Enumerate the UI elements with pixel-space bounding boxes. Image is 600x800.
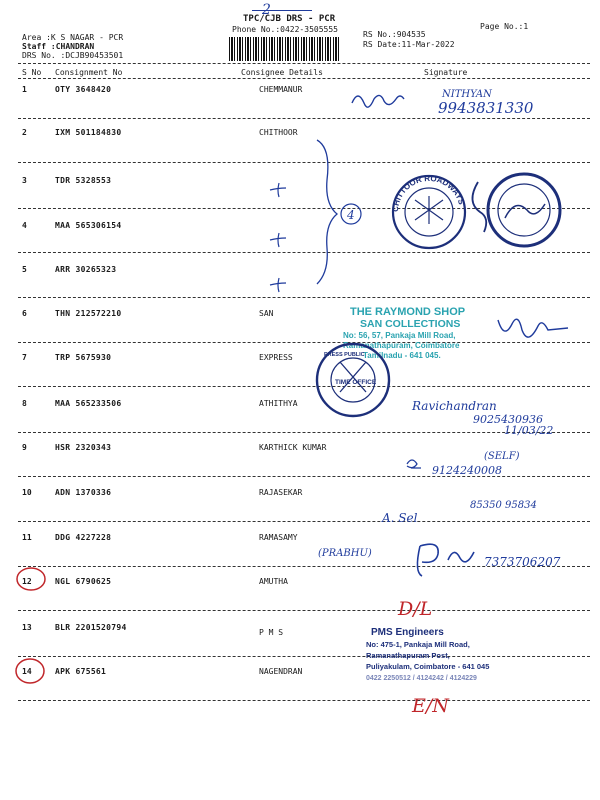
signature-scribble-row11 [417, 544, 474, 576]
row-sno: 4 [22, 221, 27, 230]
signature-scribble-row9 [407, 460, 421, 468]
red-note-row14: E/N [412, 695, 449, 717]
raymond-line4: Ramanathapuram, Coimbatore [343, 341, 460, 350]
raymond-line1: THE RAYMOND SHOP [350, 306, 466, 318]
row-sno: 10 [22, 488, 32, 497]
row-sno: 13 [22, 623, 32, 632]
bracket-number: 4 [347, 208, 355, 222]
row-consignment: NGL 6790625 [55, 577, 112, 586]
row-sno: 9 [22, 443, 27, 452]
red-note-row12: D/L [398, 598, 433, 620]
signature-stroke-row3 [472, 182, 486, 232]
round-seal-right [488, 174, 560, 246]
row-consignment: BLR 2201520794 [55, 623, 127, 632]
row-consignment: DDG 4227228 [55, 533, 112, 542]
row-consignee: KARTHICK KUMAR [259, 443, 327, 452]
raymond-line3: No: 56, 57, Pankaja Mill Road, [343, 331, 456, 340]
col-consignee-header: Consignee Details [241, 68, 323, 77]
red-circle-row14 [16, 659, 44, 683]
pms-line2: No: 475-1, Pankaja Mill Road, [366, 640, 470, 649]
row-sno: 3 [22, 176, 27, 185]
row-consignment: OTY 3648420 [55, 85, 112, 94]
row-sno: 14 [22, 667, 32, 676]
tick-mark-row5 [270, 278, 286, 292]
row-consignee: EXPRESS [259, 353, 293, 362]
handwritten-sign-row8: Ravichandran [412, 399, 497, 413]
handwritten-page-number: 2 [262, 2, 271, 18]
row-consignee: P M S [259, 628, 284, 637]
row-consignment: ARR 30265323 [55, 265, 117, 274]
phone-number: Phone No.:0422-3505555 [232, 25, 338, 34]
tick-mark-row4 [270, 233, 286, 247]
row-sno: 1 [22, 85, 27, 94]
row-consignee: ATHITHYA [259, 399, 298, 408]
pms-stamp [366, 627, 489, 682]
area-label: Area :K S NAGAR - PCR [22, 33, 124, 42]
rs-date: RS Date:11-Mar-2022 [363, 40, 455, 49]
handwritten-self-row9: (SELF) [484, 451, 520, 462]
row-sno: 12 [22, 577, 32, 586]
handwritten-phone-row1: 9943831330 [438, 99, 534, 117]
row-consignee: SAN [259, 309, 274, 318]
time-office-text: TIME OFFICE [335, 379, 377, 386]
pms-line3: Ramanathapuram Post, [366, 651, 450, 660]
row-consignment: ADN 1370336 [55, 488, 112, 497]
time-office-stamp [317, 344, 389, 416]
staff-label: Staff :CHANDRAN [22, 42, 95, 51]
page-number: Page No.:1 [480, 22, 529, 31]
handwritten-phone-row11: 7373706207 [484, 555, 561, 569]
pms-line5: 0422 2250512 / 4124242 / 4124229 [366, 675, 477, 682]
row-consignee: NAGENDRAN [259, 667, 303, 676]
row-consignment: HSR 2320343 [55, 443, 112, 452]
handwritten-phone-row10: 85350 95834 [470, 500, 537, 511]
press-text: PRESS PUBLIC [324, 352, 365, 358]
col-signature-header: Signature [424, 68, 468, 77]
red-circle-row12 [17, 568, 45, 590]
row-consignment: MAA 565306154 [55, 221, 122, 230]
row-consignment: APK 675561 [55, 667, 107, 676]
row-consignment: MAA 565233506 [55, 399, 122, 408]
row-sno: 2 [22, 128, 27, 137]
row-consignee: RAMASAMY [259, 533, 298, 542]
tick-mark-row3 [270, 183, 286, 197]
raymond-line2: SAN COLLECTIONS [360, 318, 461, 330]
signature-scribble-row1 [352, 95, 404, 107]
col-sno-header: S No [22, 68, 42, 77]
row-consignment: THN 212572210 [55, 309, 122, 318]
pms-line1: PMS Engineers [371, 627, 444, 638]
row-consignee: CHITHOOR [259, 128, 298, 137]
handwritten-sign-row10: A. Sel [382, 511, 418, 525]
row-consignee: CHEMMANUR [259, 85, 303, 94]
bracket-rows-2-5 [317, 140, 337, 284]
chittoor-stamp-text: CHITTOOR ROADWAYS [390, 173, 467, 213]
row-consignment: IXM 501184830 [55, 128, 122, 137]
handwritten-date-row8: 11/03/22 [504, 424, 554, 437]
raymond-line5: Tamilnadu - 641 045. [363, 351, 441, 360]
row-sno: 11 [22, 533, 32, 542]
row-sno: 7 [22, 353, 27, 362]
row-sno: 5 [22, 265, 27, 274]
drs-title: TPC/CJB DRS - PCR [243, 14, 336, 24]
drs-number: DRS No. :DCJB90453501 [22, 51, 124, 60]
row-sno: 6 [22, 309, 27, 318]
row-consignment: TDR 5328553 [55, 176, 112, 185]
row-consignee: AMUTHA [259, 577, 288, 586]
chittoor-stamp [391, 174, 466, 248]
handwritten-name-row1: NITHYAN [442, 89, 492, 100]
row-consignment: TRP 5675930 [55, 353, 112, 362]
signature-scribble-row6 [498, 319, 568, 337]
row-sno: 8 [22, 399, 27, 408]
handwritten-prabhu-row11: (PRABHU) [318, 548, 372, 559]
handwritten-phone-row8: 9025430936 [473, 413, 543, 426]
handwritten-phone-row9: 9124240008 [432, 464, 502, 477]
rs-number: RS No.:904535 [363, 30, 426, 39]
row-consignee: RAJASEKAR [259, 488, 303, 497]
col-consignment-header: Consignment No [55, 68, 123, 77]
pms-line4: Puliyakulam, Coimbatore - 641 045 [366, 662, 490, 671]
